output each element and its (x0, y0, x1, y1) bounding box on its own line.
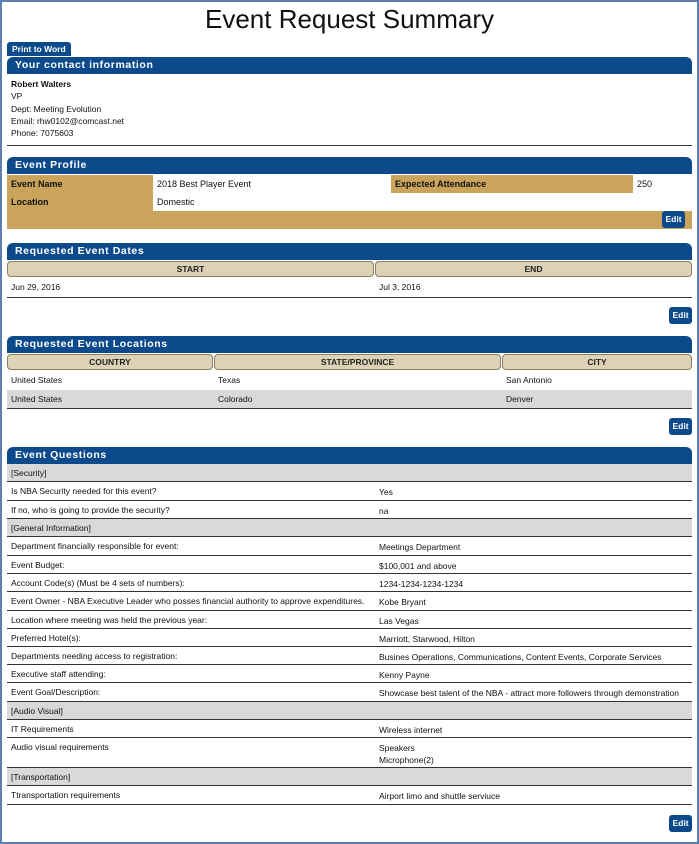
edit-locations-button[interactable]: Edit (669, 418, 692, 435)
profile-row-1 (7, 175, 692, 193)
question-row (7, 738, 692, 768)
question-row (7, 629, 692, 647)
edit-questions-button[interactable]: Edit (669, 815, 692, 832)
edit-profile-button[interactable]: Edit (662, 211, 685, 228)
answer-text (379, 742, 434, 766)
question-group-label: [Audio Visual] (11, 706, 63, 716)
contact-phone: Phone: 7075603 (11, 128, 74, 139)
event-profile-header: Event Profile (7, 157, 692, 174)
question-text: Is NBA Security needed for this event? (11, 486, 157, 496)
question-text: Event Budget: (11, 560, 65, 570)
answer-text: Marriott, Starwood, Hilton (379, 634, 475, 644)
question-group-label: [Transportation] (11, 772, 71, 782)
question-text: If no, who is going to provide the security? (11, 505, 170, 515)
question-row (7, 647, 692, 665)
question-group (7, 768, 692, 786)
event-locations-header: Requested Event Locations (7, 336, 692, 353)
question-text: Location where meeting was held the previous year: (11, 615, 208, 625)
contact-email: Email: rhw0102@comcast.net (11, 115, 125, 126)
divider (7, 145, 692, 146)
location-state: Texas (218, 375, 241, 385)
contact-role: VP (11, 91, 23, 102)
location-value: Domestic (153, 193, 692, 211)
answer-text: na (379, 506, 389, 516)
profile-footer-bar (7, 211, 692, 229)
contact-section-header: Your contact information (7, 57, 692, 74)
answer-text: Kobe Bryant (379, 597, 426, 607)
question-group-label: [Security] (11, 468, 47, 478)
question-text: Audio visual requirements (11, 742, 109, 752)
question-text: Account Code(s) (Must be 4 sets of numbers): (11, 578, 185, 588)
start-date: Jun 29, 2016 (11, 282, 61, 292)
question-text: IT Requirements (11, 724, 74, 734)
question-row (7, 482, 692, 501)
end-date: Jul 3, 2016 (379, 282, 421, 292)
end-column-header: END (375, 261, 692, 277)
location-state: Colorado (218, 394, 253, 404)
question-group-label: [General Information] (11, 523, 91, 533)
question-row (7, 592, 692, 611)
question-text: Department financially responsible for event: (11, 541, 179, 551)
question-row (7, 501, 692, 519)
question-text: Executive staff attending: (11, 669, 106, 679)
question-row (7, 665, 692, 683)
divider (7, 297, 692, 298)
answer-text: $100,001 and above (379, 561, 457, 571)
answer-text: Meetings Department (379, 542, 461, 552)
state-column-header: STATE/PROVINCE (214, 354, 501, 370)
answer-text: 1234-1234-1234-1234 (379, 579, 464, 589)
expected-attendance-value: 250 (633, 175, 692, 193)
city-column-header: CITY (502, 354, 692, 370)
location-city: Denver (506, 394, 534, 404)
location-country: United States (11, 375, 63, 385)
question-text: Event Goal/Description: (11, 687, 101, 697)
contact-dept: Dept: Meeting Evolution (11, 103, 102, 114)
contact-info (11, 78, 124, 139)
country-column-header: COUNTRY (7, 354, 213, 370)
contact-name: Robert Walters (11, 79, 72, 89)
location-row (7, 371, 692, 389)
event-dates-header: Requested Event Dates (7, 243, 692, 260)
answer-text: Showcase best talent of the NBA - attract more followers through demonstration (379, 688, 680, 698)
event-name-value: 2018 Best Player Event (153, 175, 391, 193)
question-text: Event Owner - NBA Executive Leader who posses financial authority to approve expenditures. (11, 596, 365, 606)
answer-text: Airport limo and shuttle serviuce (379, 791, 500, 801)
location-country: United States (11, 394, 63, 404)
print-to-word-button[interactable]: Print to Word (7, 42, 71, 56)
question-row (7, 574, 692, 592)
question-row (7, 720, 692, 738)
answer-text: Wireless internet (379, 725, 443, 735)
answer-line: Speakers (379, 743, 415, 753)
question-row (7, 537, 692, 556)
question-text: Departments needing access to registration: (11, 651, 178, 661)
answer-text: Kenny Payne (379, 670, 430, 680)
start-column-header: START (7, 261, 374, 277)
profile-row-2 (7, 193, 692, 211)
question-row (7, 556, 692, 574)
location-city: San Antonio (506, 375, 552, 385)
answer-text: Busines Operations, Communications, Content Events, Corporate Services (379, 652, 662, 662)
answer-line: Microphone(2) (379, 755, 434, 765)
dates-row (7, 278, 692, 296)
answer-text: Las Vegas (379, 616, 419, 626)
question-group (7, 519, 692, 537)
location-row (7, 390, 692, 408)
question-group (7, 464, 692, 482)
page-title: Event Request Summary (204, 4, 494, 34)
question-text: Preferred Hotel(s): (11, 633, 81, 643)
question-row (7, 611, 692, 629)
edit-dates-button[interactable]: Edit (669, 307, 692, 324)
expected-attendance-label: Expected Attendance (391, 175, 633, 193)
location-label: Location (7, 193, 153, 211)
question-row (7, 786, 692, 805)
answer-text: Yes (379, 487, 393, 497)
event-questions-header: Event Questions (7, 447, 692, 464)
question-text: Ttransportation requirements (11, 790, 121, 800)
divider (7, 408, 692, 409)
question-group (7, 702, 692, 720)
question-row (7, 683, 692, 702)
event-name-label: Event Name (7, 175, 153, 193)
